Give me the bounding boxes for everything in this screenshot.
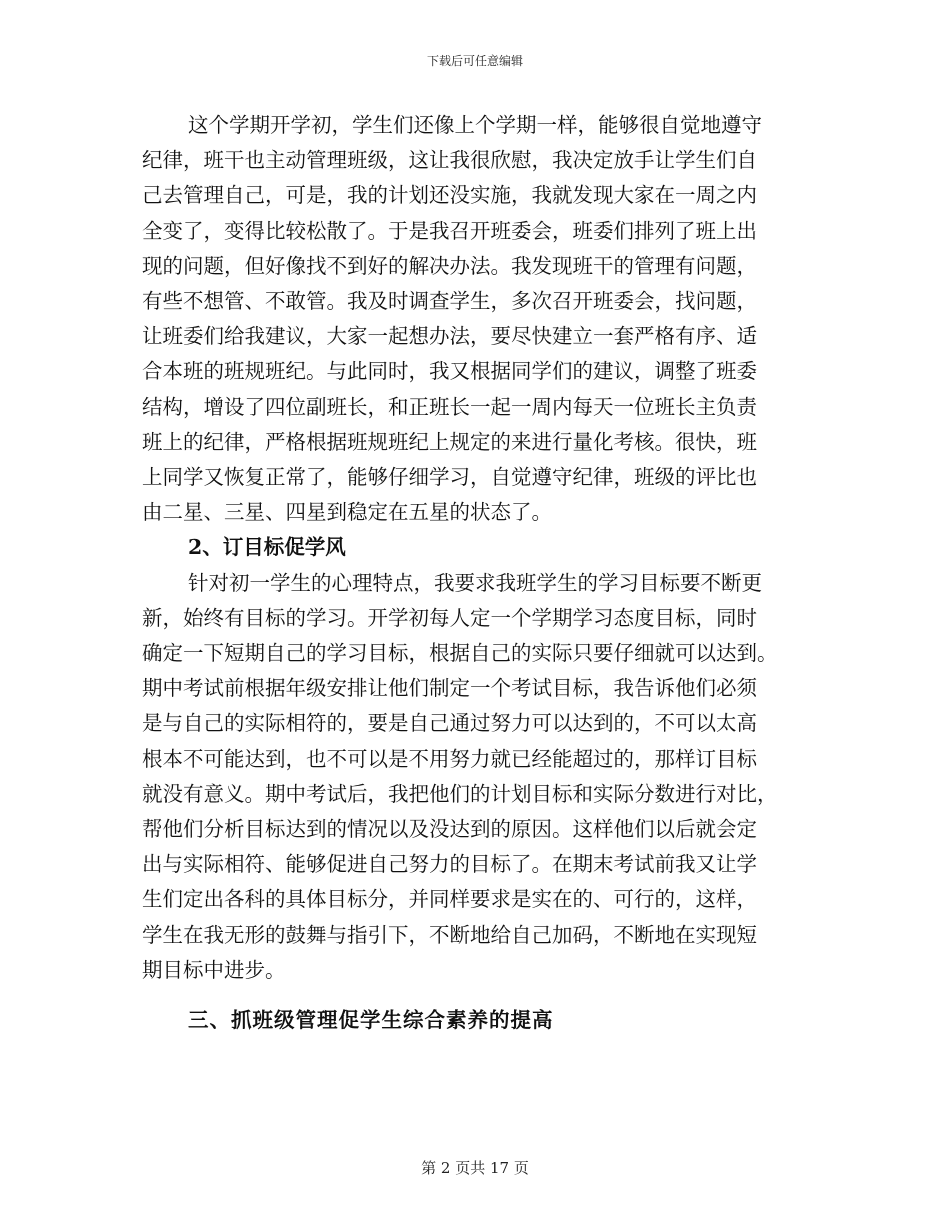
document-body bbox=[142, 108, 812, 1038]
paragraph-line: 现的问题，但好像找不到好的解决办法。我发现班干的管理有问题， bbox=[142, 253, 757, 278]
paragraph-line: 这个学期开学初，学生们还像上个学期一样，能够很自觉地遵守 bbox=[188, 113, 762, 137]
paragraph-line: 纪律，班干也主动管理班级，这让我很欣慰，我决定放手让学生们自 bbox=[142, 148, 757, 173]
paragraph-discipline bbox=[142, 108, 812, 530]
paragraph-line: 期目标中进步。 bbox=[142, 957, 286, 982]
paragraph-line: 针对初一学生的心理特点，我要求我班学生的学习目标要不断更 bbox=[188, 570, 762, 595]
page-number: 第 2 页共 17 页 bbox=[421, 1159, 529, 1177]
paragraph-line: 出与实际相符、能够促进自己努力的目标了。在期末考试前我又让学 bbox=[142, 852, 757, 877]
paragraph-line: 班上的纪律，严格根据班规班纪上规定的来进行量化考核。很快，班 bbox=[142, 429, 757, 454]
subheading-goals: 2、订目标促学风 bbox=[188, 535, 346, 560]
paragraph-line: 上同学又恢复正常了，能够仔细学习，自觉遵守纪律，班级的评比也 bbox=[142, 465, 757, 490]
paragraph-line: 确定一下短期自己的学习目标，根据自己的实际只要仔细就可以达到。 bbox=[142, 641, 778, 666]
section-heading: 三、抓班级管理促学生综合素养的提高 bbox=[188, 1008, 554, 1033]
paragraph-line: 生们定出各科的具体目标分，并同样要求是实在的、可行的，这样， bbox=[142, 887, 757, 912]
paragraph-line: 结构，增设了四位副班长，和正班长一起一周内每天一位班长主负责 bbox=[142, 394, 757, 419]
page-header-note: 下载后可任意编辑 bbox=[426, 54, 523, 68]
paragraph-line: 由二星、三星、四星到稳定在五星的状态了。 bbox=[142, 500, 552, 525]
paragraph-line: 帮他们分析目标达到的情况以及没达到的原因。这样他们以后就会定 bbox=[142, 817, 757, 842]
paragraph-line: 合本班的班规班纪。与此同时，我又根据同学们的建议，调整了班委 bbox=[142, 359, 757, 384]
paragraph-line: 根本不可能达到，也不可以是不用努力就已经能超过的，那样订目标 bbox=[142, 746, 757, 771]
paragraph-line: 期中考试前根据年级安排让他们制定一个考试目标，我告诉他们必须 bbox=[142, 676, 757, 701]
paragraph-line: 有些不想管、不敢管。我及时调查学生，多次召开班委会，找问题， bbox=[142, 289, 757, 314]
paragraph-line: 让班委们给我建议，大家一起想办法，要尽快建立一套严格有序、适 bbox=[142, 324, 757, 349]
paragraph-line: 就没有意义。期中考试后，我把他们的计划目标和实际分数进行对比， bbox=[142, 781, 778, 806]
paragraph-line: 全变了，变得比较松散了。于是我召开班委会，班委们排列了班上出 bbox=[142, 218, 757, 243]
paragraph-line: 学生在我无形的鼓舞与指引下，不断地给自己加码，不断地在实现短 bbox=[142, 922, 757, 947]
paragraph-line: 己去管理自己，可是，我的计划还没实施，我就发现大家在一周之内 bbox=[142, 183, 757, 208]
paragraph-goals bbox=[142, 566, 812, 988]
paragraph-line: 新，始终有目标的学习。开学初每人定一个学期学习态度目标，同时 bbox=[142, 605, 757, 630]
paragraph-line: 是与自己的实际相符的，要是自己通过努力可以达到的，不可以太高 bbox=[142, 711, 757, 736]
